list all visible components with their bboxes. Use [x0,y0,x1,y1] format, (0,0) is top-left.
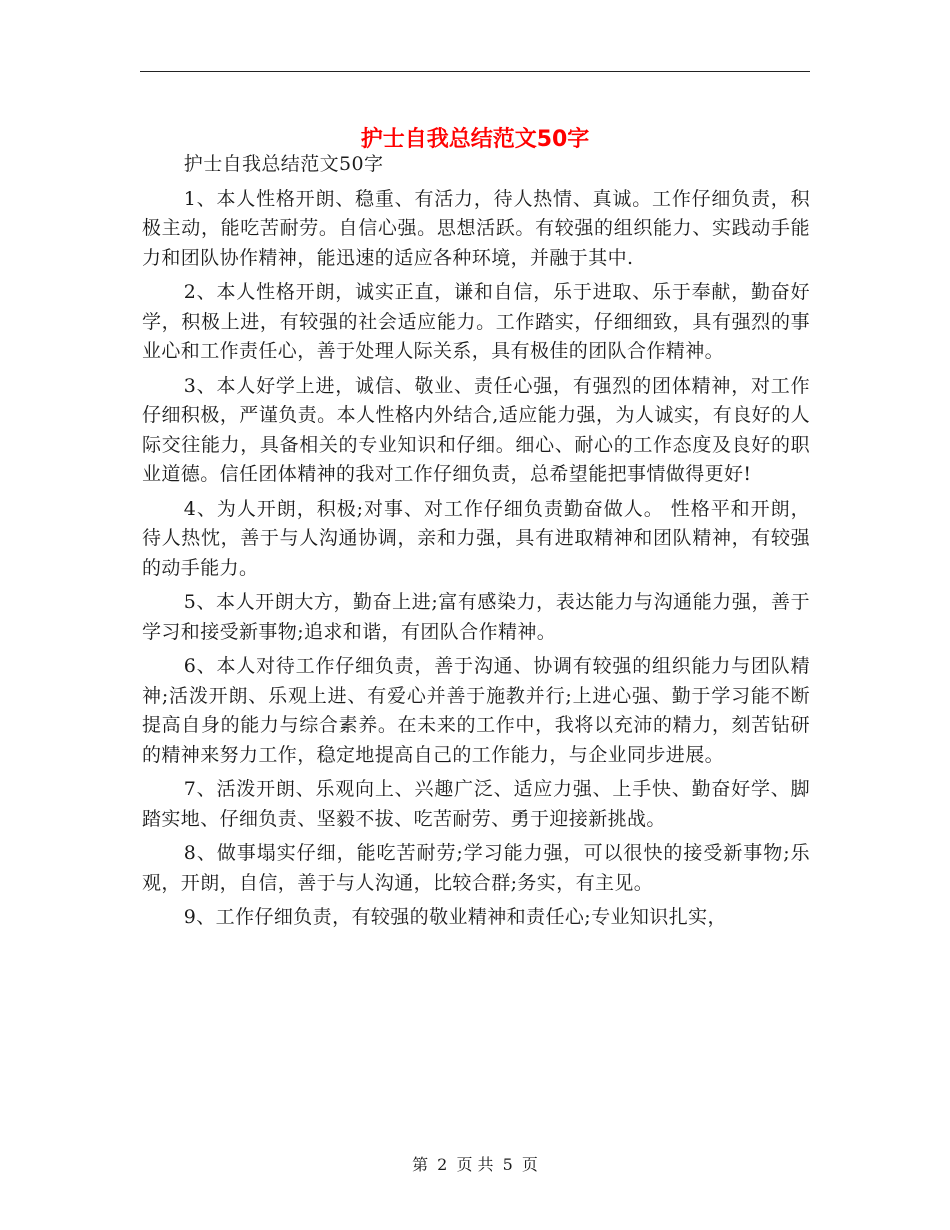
paragraph-item-6: 6、本人对待工作仔细负责，善于沟通、协调有较强的组织能力与团队精神;活泼开朗、乐观上进、有爱心并善于施教并行;上进心强、勤于学习能不断提高自身的能力与综合素养。在未来的工作中，我将以充沛的精力，刻苦钻研的精神来努力工作，稳定地提高自己的工作能力，与企业同步进展。 [142,655,810,766]
page-footer [0,1154,950,1176]
paragraph-item-3: 3、本人好学上进，诚信、敬业、责任心强，有强烈的团体精神，对工作仔细积极，严谨负责。本人性格内外结合,适应能力强，为人诚实，有良好的人际交往能力，具备相关的专业知识和仔细。细心、耐心的工作态度及良好的职业道德。信任团体精神的我对工作仔细负责，总希望能把事情做得更好! [142,374,810,485]
paragraph-item-7: 7、活泼开朗、乐观向上、兴趣广泛、适应力强、上手快、勤奋好学、脚踏实地、仔细负责、坚毅不拔、吃苦耐劳、勇于迎接新挑战。 [142,778,810,830]
document-title: 护士自我总结范文50字 [360,126,590,152]
paragraph-item-4: 4、为人开朗，积极;对事、对工作仔细负责勤奋做人。 性格平和开朗，待人热忱，善于与人沟通协调，亲和力强，具有进取精神和团队精神，有较强的动手能力。 [142,497,810,579]
footer-suffix: 页 [521,1155,538,1174]
paragraph-item-9: 9、工作仔细负责，有较强的敬业精神和责任心;专业知识扎实， [183,906,727,928]
paragraph-item-5: 5、本人开朗大方，勤奋上进;富有感染力，表达能力与沟通能力强，善于学习和接受新事物;追求和谐，有团队合作精神。 [142,591,810,643]
footer-total-pages: 5 [502,1155,513,1174]
header-rule [140,71,810,72]
footer-current-page: 2 [437,1155,448,1174]
paragraph-item-2: 2、本人性格开朗，诚实正直，谦和自信，乐于进取、乐于奉献，勤奋好学，积极上进，有较强的社会适应能力。工作踏实，仔细细致，具有强烈的事业心和工作责任心，善于处理人际关系，具有极佳的团队合作精神。 [142,281,810,362]
paragraph-item-1: 1、本人性格开朗、稳重、有活力，待人热情、真诚。工作仔细负责，积极主动，能吃苦耐劳。自信心强。思想活跃。有较强的组织能力、实践动手能力和团队协作精神，能迅速的适应各种环境，并融于其中. [142,187,810,269]
paragraph-subtitle: 护士自我总结范文50字 [183,153,384,175]
paragraph-item-8: 8、做事塌实仔细，能吃苦耐劳;学习能力强，可以很快的接受新事物;乐观，开朗，自信，善于与人沟通，比较合群;务实，有主见。 [142,842,810,894]
footer-middle: 页 共 [456,1155,494,1174]
footer-prefix: 第 [412,1155,429,1174]
document-body [142,150,810,938]
